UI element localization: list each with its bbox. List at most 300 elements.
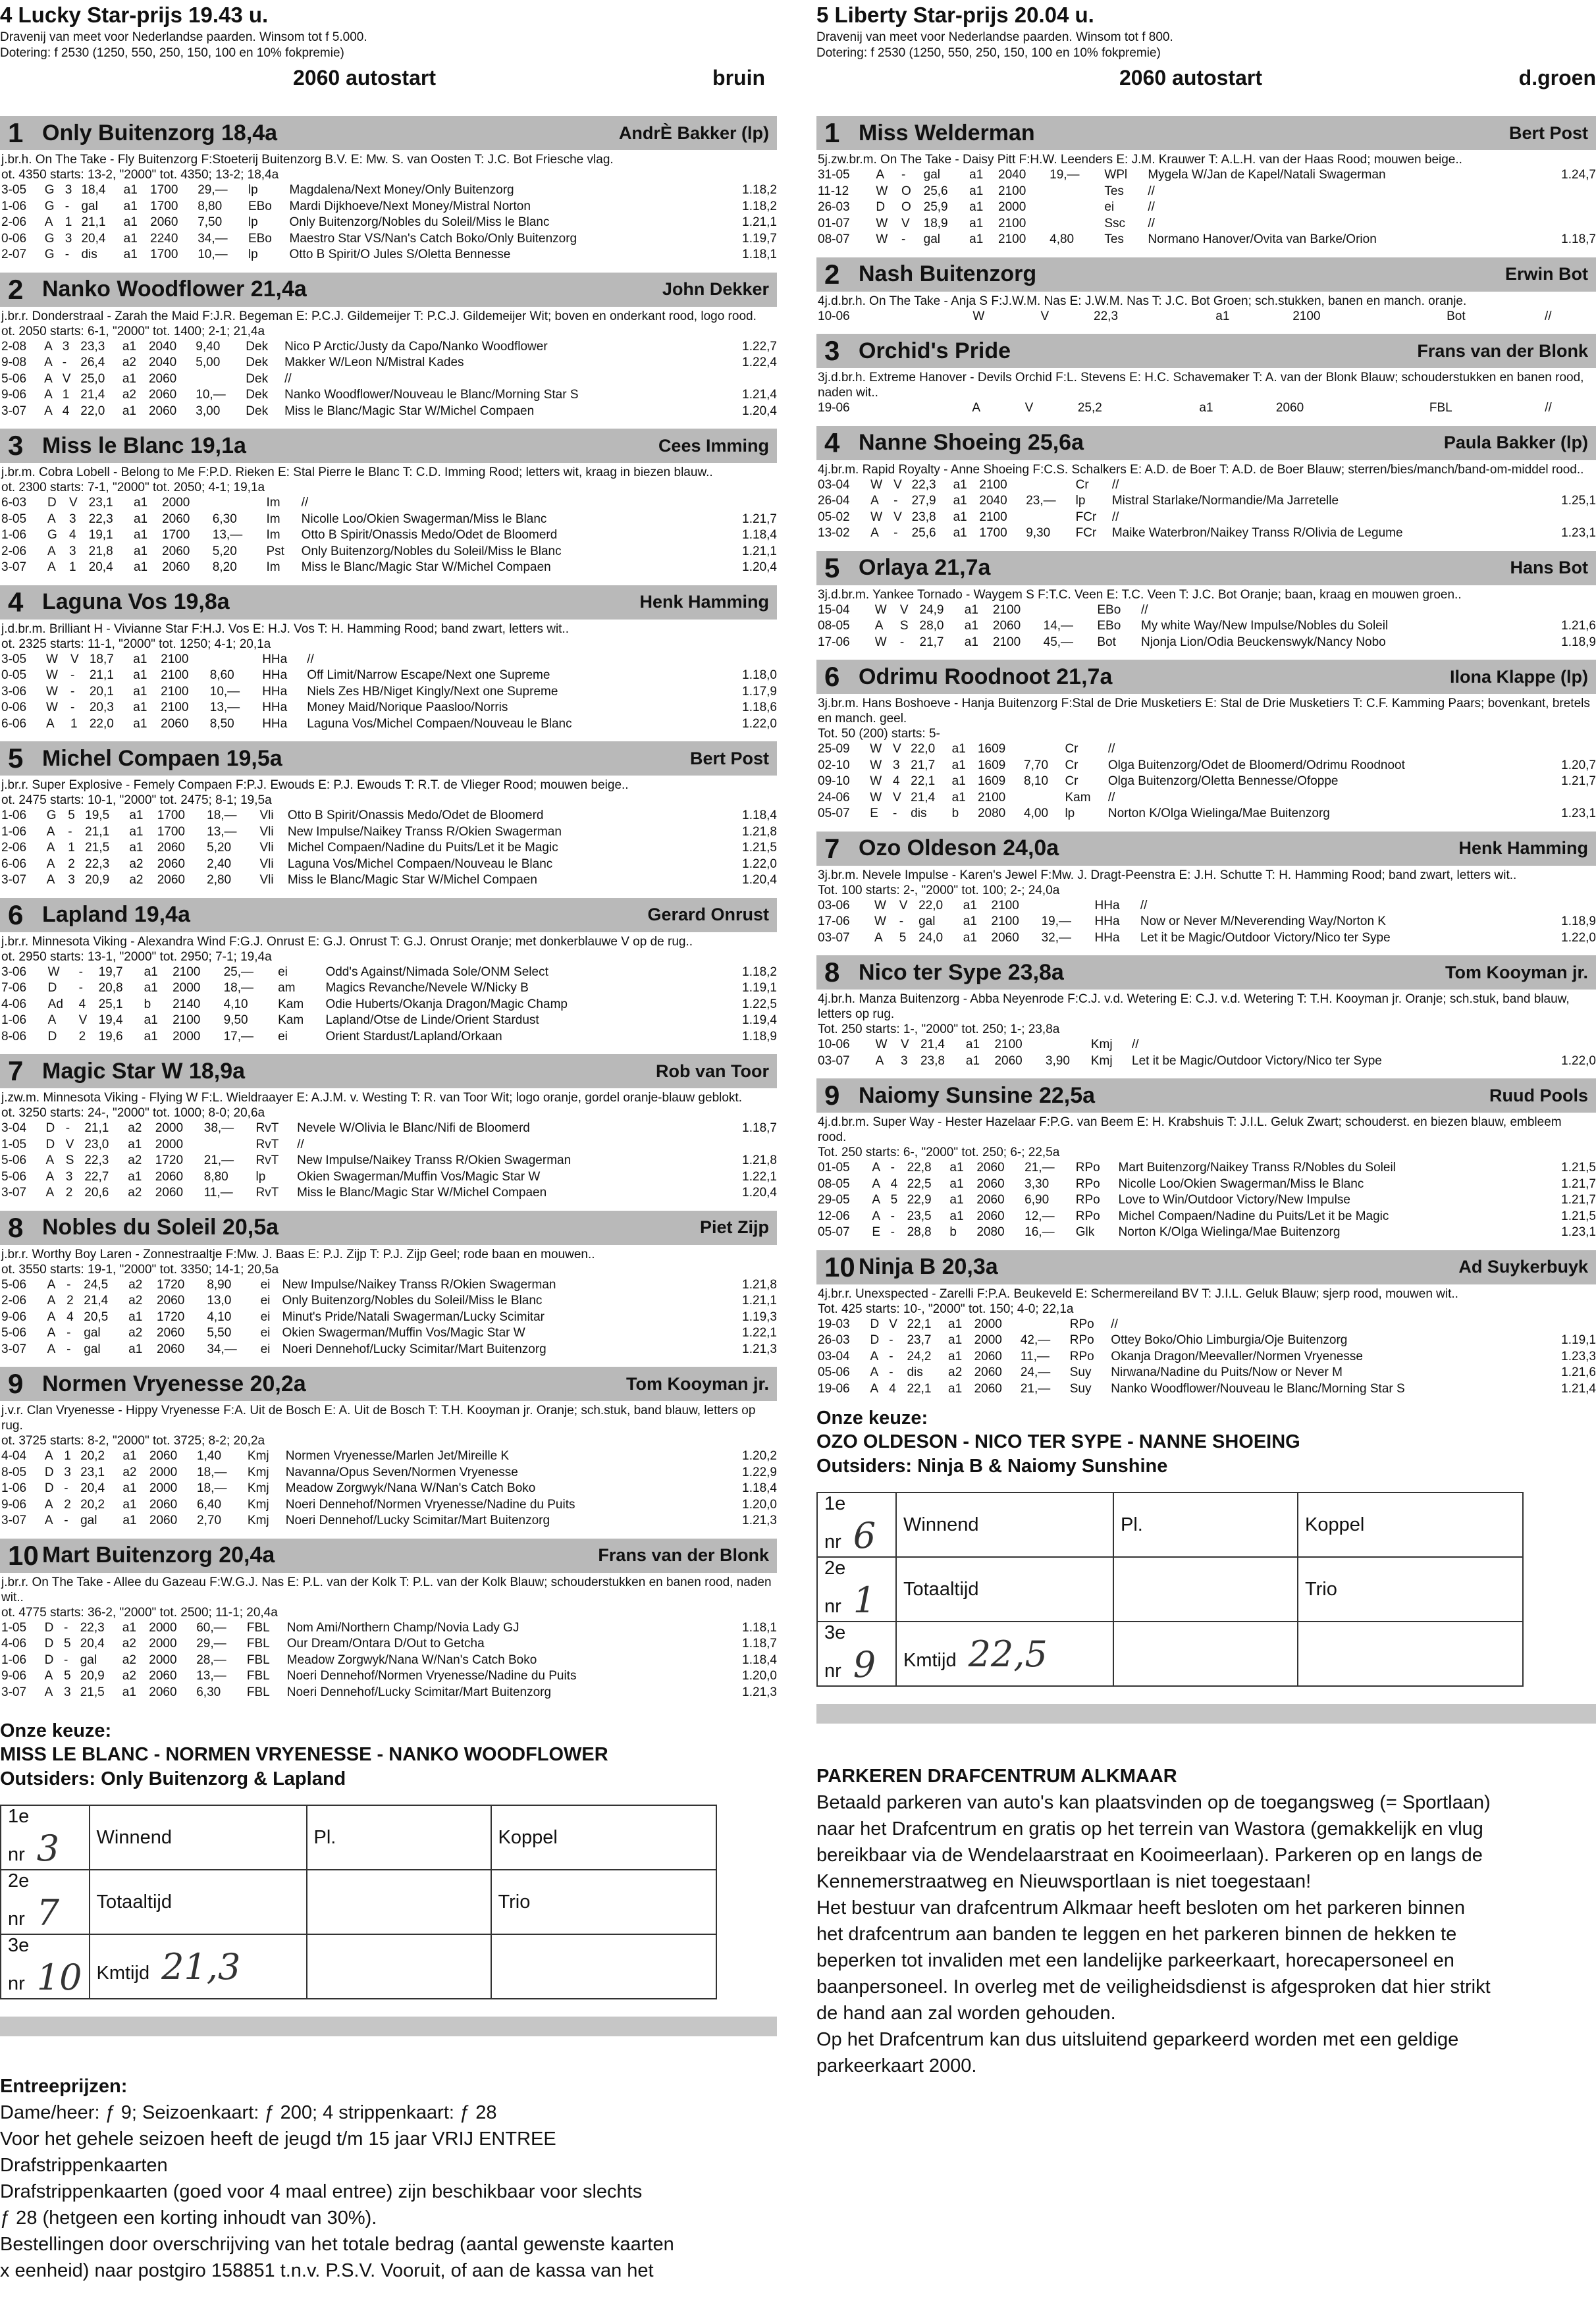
horse-statistics: Tot. 250 starts: 1-, "2000" tot. 250; 1-; 23,8a (818, 1022, 1060, 1036)
result-cell: A (47, 1309, 56, 1324)
result-cell: 2060 (149, 1685, 177, 1699)
result-cell: Lapland/Otse de Linde/Orient Stardust (325, 1013, 539, 1027)
result-cell: Okien Swagerman/Muffin Vos/Magic Star W (297, 1169, 541, 1184)
result-cell: a1 (144, 981, 158, 995)
result-cell: 21,1 (89, 668, 114, 682)
result-cell: a1 (953, 526, 967, 540)
entry-list (0, 116, 777, 1701)
result-cell: 2060 (157, 1294, 185, 1308)
result-cell: 01-05 (818, 1161, 850, 1175)
previous-results (816, 477, 1596, 542)
result-cell: 1.21,8 (742, 1153, 777, 1167)
result-cell: Kmj (247, 1497, 269, 1512)
result-cell: 1.18,4 (742, 528, 777, 542)
result-row (816, 184, 1596, 200)
result-cell: RPo (1075, 1161, 1100, 1175)
start-number: 9 (8, 1368, 24, 1399)
horse-entry (816, 832, 1596, 947)
result-row (816, 602, 1596, 619)
info-line: ƒ 28 (hetgeen een korting inhoudt van 30%). (0, 2207, 377, 2229)
driver-name: Tom Kooyman jr. (625, 1373, 769, 1394)
result-cell: A (972, 401, 981, 415)
result-cell: A (872, 1176, 881, 1191)
result-cell: 1.21,7 (1561, 1193, 1596, 1207)
result-cell: 3-07 (1, 1186, 27, 1200)
result-cell: 2100 (991, 898, 1019, 912)
result-cell: 3 (64, 1685, 71, 1699)
horse-entry (0, 585, 777, 733)
result-cell (1048, 184, 1103, 200)
bet-label: 3e nr (824, 1622, 846, 1681)
result-cell: 1.22,0 (1561, 1053, 1596, 1068)
result-cell: a2 (128, 1186, 142, 1200)
horse-description: 3j.br.m. Hans Boshoeve - Hanja Buitenzorg F:Stal de Drie Musketiers E: Stal de Drie Musketiers T: C.F. Kamming Paars; bovenkant, bretels en manch. geel. (818, 697, 1590, 726)
result-cell: V (893, 477, 902, 492)
result-cell: 10,— (198, 248, 228, 261)
result-cell (1537, 199, 1596, 216)
result-cell: 03-06 (818, 898, 850, 912)
previous-results (816, 400, 1596, 417)
result-cell: New Impulse/Naikey Transs R/Okien Swagerman (297, 1153, 572, 1167)
driver-name: Bert Post (1508, 122, 1588, 143)
result-row (816, 930, 1596, 947)
result-cell: 6,30 (196, 1685, 221, 1699)
result-cell: 1.20,4 (742, 404, 777, 418)
start-number: 9 (824, 1080, 840, 1111)
result-cell: 9-08 (1, 356, 27, 369)
result-cell: 2040 (148, 356, 177, 369)
result-cell: 20,3 (89, 700, 114, 714)
horse-description: j.br.r. Donderstraal - Zarah the Maid F:J.R. Begeman E: P.C.J. Gildemeijer T: P.C.J. Gildemeijer Wit; boven en onderkant rood, logo rood. (1, 309, 757, 323)
result-row (816, 1037, 1596, 1053)
result-cell: Vli (259, 873, 274, 887)
entry-header-bar (0, 1539, 777, 1573)
result-cell: 2060 (162, 560, 190, 574)
result-cell (1543, 477, 1596, 494)
result-cell: 08-07 (818, 232, 850, 246)
result-cell: 3-05 (1, 652, 27, 666)
result-cell: a1 (969, 200, 984, 214)
bet-label: Trio (1298, 1557, 1523, 1622)
entry-header-bar (816, 334, 1596, 368)
result-row (0, 1497, 777, 1514)
result-cell: Tes (1104, 184, 1124, 198)
parking-line: naar het Drafcentrum en gratis op het terrein van Wastora (gemakkelijk en vlug (816, 1818, 1483, 1839)
entry-header-bar (816, 1078, 1596, 1113)
result-row (0, 1685, 777, 1701)
result-cell: 1.20,2 (742, 1449, 777, 1463)
result-cell: A (872, 1193, 881, 1207)
result-cell: a1 (128, 1342, 143, 1356)
result-cell: D (45, 1137, 55, 1151)
result-cell: 2060 (157, 1326, 185, 1340)
result-cell: 1.22,0 (742, 857, 777, 871)
result-cell: a1 (963, 914, 977, 928)
bet-cell-empty (1298, 1622, 1523, 1686)
horse-entry (0, 429, 777, 576)
result-cell: 19,7 (98, 965, 123, 979)
horse-name: Odrimu Roodnoot 21,7a (859, 664, 1113, 689)
result-cell: 3-07 (1, 1685, 27, 1699)
result-cell: 19-03 (818, 1317, 850, 1331)
result-row (0, 231, 777, 248)
result-cell: 2060 (157, 857, 185, 871)
horse-statistics: ot. 3725 starts: 8-2, "2000" tot. 3725; 8-2; 20,2a (1, 1434, 265, 1448)
result-cell: 02-10 (818, 758, 850, 772)
result-cell: V (901, 216, 910, 230)
horse-name: Ozo Oldeson 24,0a (859, 835, 1059, 860)
result-cell: V (1024, 401, 1034, 415)
result-cell: 1.19,4 (742, 1013, 777, 1027)
start-number: 8 (824, 957, 840, 988)
bet-row (1, 1870, 716, 1934)
result-cell: 4-06 (1, 997, 27, 1011)
result-cell (1543, 1317, 1596, 1333)
driver-name: Piet Zijp (699, 1217, 769, 1237)
parking-title: PARKEREN DRAFCENTRUM ALKMAAR (816, 1766, 1177, 1787)
start-number: 1 (8, 117, 24, 148)
result-cell: 1.20,4 (742, 873, 777, 887)
result-cell: 1.18,4 (742, 1481, 777, 1495)
result-cell: 22,0 (918, 898, 944, 912)
horse-entry (816, 334, 1596, 417)
result-cell: W (876, 216, 888, 230)
result-cell: 4 (893, 774, 900, 788)
result-cell: 24-06 (818, 790, 850, 805)
result-cell: 2060 (155, 1169, 184, 1184)
result-cell: a1 (133, 668, 147, 682)
result-cell: 21,4 (80, 388, 105, 402)
result-cell: ei (260, 1277, 271, 1292)
result-cell: 2060 (149, 1497, 178, 1512)
result-cell: Im (266, 496, 280, 510)
result-cell: a1 (133, 652, 147, 666)
horse-statistics: ot. 3550 starts: 19-1, "2000" tot. 3350; 14-1; 20,5a (1, 1262, 279, 1277)
horse-statistics: Tot. 425 starts: 10-, "2000" tot. 150; 4-0; 22,1a (818, 1302, 1074, 1316)
result-cell: A (874, 930, 883, 945)
result-cell: 03-04 (818, 1349, 850, 1363)
result-cell: 3,30 (1024, 1176, 1050, 1191)
result-row (816, 898, 1596, 914)
result-cell: 1.18,4 (742, 808, 777, 822)
result-cell: ei (260, 1294, 271, 1308)
handwritten-pick: 6 (853, 1515, 876, 1556)
horse-name: Orchid's Pride (859, 338, 1011, 363)
result-cell: 9-06 (1, 388, 27, 402)
result-cell: 3-05 (1, 183, 27, 197)
result-cell: 2100 (161, 700, 189, 714)
horse-entry (0, 741, 777, 889)
result-cell: a1 (953, 494, 967, 508)
result-cell: 5,20 (212, 544, 237, 558)
entry-header-bar (816, 955, 1596, 990)
result-cell: 22,3 (88, 512, 113, 526)
result-cell: D (870, 1317, 880, 1331)
our-choice (0, 1719, 777, 1791)
result-cell: Meadow Zorgwyk/Nana W/Nan's Catch Boko (286, 1652, 537, 1667)
result-cell: Kmj (247, 1481, 269, 1495)
horse-description: 4j.br.r. Unexspected - Zarelli F:P.A. Beukeveld E: Schermereiland BV T: J.I.L. Geluk Blauw; sjerp rood, mouwen wit.. (818, 1286, 1458, 1301)
result-cell: G (44, 199, 55, 213)
result-cell: My white Way/New Impulse/Nobles du Soleil (1140, 619, 1389, 633)
result-cell: 25,6 (911, 526, 936, 540)
result-cell: E (870, 806, 878, 820)
result-cell: RvT (255, 1186, 279, 1200)
result-row (816, 790, 1596, 806)
previous-results (816, 1160, 1596, 1241)
result-cell: 1.18,1 (742, 248, 777, 261)
result-cell: 2 (68, 857, 75, 871)
horse-name: Mart Buitenzorg 20,4a (42, 1543, 275, 1568)
driver-name: Ilona Klappe (lp) (1449, 666, 1588, 687)
entry-header-bar (0, 273, 777, 307)
result-cell: 21,4 (920, 1038, 945, 1051)
result-cell: 18,— (207, 808, 237, 822)
result-cell (1411, 400, 1428, 417)
result-cell: 25,2 (1077, 401, 1102, 415)
result-cell: // (1148, 216, 1155, 230)
result-cell: a1 (122, 371, 136, 386)
result-cell: lp (248, 215, 258, 229)
bet-row (817, 1557, 1523, 1622)
result-cell: dis (911, 806, 927, 820)
result-cell: 2-07 (1, 248, 27, 261)
result-cell: 19,— (1050, 168, 1080, 182)
result-row (0, 857, 777, 873)
result-cell: 1.20,4 (742, 1186, 777, 1200)
result-cell: 1700 (150, 248, 178, 261)
result-cell: Magics Revanche/Nevele W/Nicky B (325, 981, 529, 995)
result-cell: 2080 (976, 1225, 1005, 1239)
result-cell: 4,80 (1050, 232, 1075, 246)
result-cell: 26-03 (818, 1333, 850, 1347)
horse-description: 3j.d.br.h. Extreme Hanover - Devils Orchid F:L. Stevens E: H.C. Schavemaker T: A. van der Blonk Blauw; schouderstukken en banen rood, naden wit.. (818, 371, 1584, 400)
result-cell (720, 495, 777, 512)
result-cell: - (66, 1326, 71, 1340)
result-cell: - (893, 494, 898, 508)
handwritten-pick: 9 (853, 1644, 876, 1685)
result-cell (209, 652, 261, 668)
result-cell: - (70, 684, 75, 699)
result-cell: 1700 (150, 199, 178, 213)
result-cell: 2040 (998, 168, 1026, 182)
result-cell: lp (248, 248, 258, 261)
result-cell: D (876, 200, 886, 214)
result-cell: 2100 (161, 652, 189, 666)
result-cell: a1 (965, 1038, 980, 1051)
result-cell: D (44, 1620, 54, 1635)
parking-line: Kennemerstraatweg en Nieuwsportlaan is niet toegestaan! (816, 1871, 1312, 1892)
result-cell: Cr (1065, 742, 1078, 756)
result-cell: Dek (246, 356, 269, 369)
result-cell: 05-07 (818, 1225, 850, 1239)
result-cell: 28,8 (907, 1225, 932, 1239)
driver-name: AndrÈ Bakker (lp) (618, 122, 769, 143)
result-cell: 17,— (223, 1029, 254, 1044)
result-cell: - (68, 824, 72, 839)
result-cell: 2000 (149, 1620, 177, 1635)
result-cell: 1.21,3 (742, 1514, 777, 1527)
result-cell: a1 (964, 602, 978, 617)
result-cell: D (47, 1029, 57, 1044)
result-cell: 5 (68, 808, 75, 822)
result-cell: 24,0 (918, 930, 944, 945)
result-cell (211, 495, 265, 512)
previous-results (0, 808, 777, 889)
result-cell: Cr (1065, 758, 1078, 772)
result-cell: 03-07 (818, 930, 850, 945)
horse-statistics: ot. 2050 starts: 6-1, "2000" tot. 1400; 2-1; 21,4a (1, 324, 265, 338)
result-cell: 21,5 (80, 1685, 105, 1699)
result-cell: RPo (1075, 1193, 1100, 1207)
horse-name: Naiomy Sunsine 22,5a (859, 1082, 1096, 1108)
result-cell: 10,— (209, 684, 240, 699)
result-cell: 1.23,3 (1561, 1349, 1596, 1363)
result-cell: Otto B Spirit/Onassis Medo/Odet de Bloomerd (287, 808, 544, 822)
result-cell: // (297, 1137, 304, 1151)
result-cell (1543, 510, 1596, 526)
result-cell: a1 (122, 1481, 137, 1495)
result-row (816, 1192, 1596, 1209)
result-cell: 2000 (155, 1121, 184, 1135)
horse-entry (0, 1539, 777, 1701)
result-cell: a1 (948, 1333, 963, 1347)
result-cell: - (890, 1161, 895, 1175)
result-cell (1543, 790, 1596, 806)
result-row (0, 1513, 777, 1529)
choice-value: MISS LE BLANC - NORMEN VRYENESSE - NANKO WOODFLOWER (0, 1744, 608, 1765)
result-row (816, 1365, 1596, 1381)
result-cell: 1.23,1 (1561, 1225, 1596, 1239)
result-cell: 10-06 (818, 309, 850, 323)
result-cell: a1 (122, 1514, 137, 1527)
result-cell: RPo (1069, 1333, 1094, 1347)
result-cell: 9,40 (196, 339, 221, 354)
result-cell: W (972, 309, 985, 323)
parking-line: Het bestuur van drafcentrum Alkmaar heeft besloten om het parkeren binnen (816, 1897, 1465, 1918)
race-prize-money: Dotering: f 2530 (1250, 550, 250, 150, 100 en 10% fokpremie) (0, 46, 344, 60)
result-cell: 25,6 (923, 184, 948, 198)
result-cell: Noeri Dennehof/Lucky Scimitar/Mart Buitenzorg (282, 1342, 546, 1356)
result-cell: 26,4 (80, 356, 105, 369)
entry-header-bar (0, 1054, 777, 1088)
result-cell: a1 (129, 808, 144, 822)
result-cell (203, 1137, 255, 1153)
result-cell: Olga Buitenzorg/Oletta Bennesse/Ofoppe (1107, 774, 1339, 788)
result-cell: 2100 (994, 1038, 1023, 1051)
horse-description: 4j.d.br.h. On The Take - Anja S F:J.W.M. Nas E: J.W.M. Nas T: J.C. Bot Groen; sch.stukken, banen en manch. oranje. (818, 294, 1467, 308)
result-cell: Miss le Blanc/Magic Star W/Michel Compaen (301, 560, 551, 574)
horse-name: Lapland 19,4a (42, 902, 190, 927)
result-row (816, 1225, 1596, 1241)
result-cell: a1 (951, 742, 966, 756)
result-cell: Normano Hanover/Ovita van Barke/Orion (1148, 232, 1377, 246)
our-choice (816, 1406, 1596, 1479)
result-cell: 2060 (162, 512, 190, 526)
result-cell: 17-06 (818, 914, 850, 928)
horse-entry (816, 1078, 1596, 1241)
result-cell: a1 (969, 184, 984, 198)
result-cell: 1.21,6 (1561, 619, 1596, 633)
result-cell: ei (1104, 200, 1115, 214)
result-cell: 1.21,4 (1561, 1381, 1596, 1396)
result-cell: 1.21,5 (1561, 1209, 1596, 1223)
result-cell: - (70, 700, 75, 714)
result-cell: A (47, 544, 56, 558)
result-cell: 26-04 (818, 494, 850, 508)
result-cell: A (44, 339, 53, 354)
result-cell: 4 (62, 404, 70, 418)
result-cell: 10-06 (818, 1038, 850, 1051)
result-cell: gal (923, 168, 940, 182)
result-cell: A (46, 857, 55, 871)
result-cell: Only Buitenzorg/Nobles du Soleil/Miss le Blanc (282, 1294, 543, 1308)
result-cell: 2060 (149, 1669, 177, 1683)
result-cell: a2 (122, 388, 136, 402)
horse-entry (816, 660, 1596, 822)
bet-cell-empty (491, 1934, 716, 1999)
result-cell: HHa (262, 716, 288, 731)
horse-statistics: ot. 2325 starts: 11-1, "2000" tot. 1250; 4-1; 20,1a (1, 637, 271, 651)
parking-info (816, 1763, 1596, 2079)
result-row (816, 400, 1596, 417)
result-row (0, 371, 777, 388)
result-cell: A (870, 1349, 879, 1363)
result-cell: 1.21,3 (742, 1685, 777, 1699)
bet-form (816, 1492, 1524, 1687)
result-cell: 1-05 (1, 1620, 27, 1635)
result-cell: Nico P Arctic/Justy da Capo/Nanko Woodflower (284, 339, 548, 354)
result-cell: 2 (78, 1029, 86, 1044)
result-cell: 9,50 (223, 1013, 248, 1027)
result-cell: am (278, 981, 296, 995)
result-cell: 4 (889, 1381, 896, 1396)
result-cell: // (307, 652, 314, 666)
result-cell: 3 (65, 183, 72, 197)
result-cell: 1-05 (1, 1137, 27, 1151)
result-cell: dis (81, 248, 97, 261)
result-cell: FBL (246, 1669, 270, 1683)
result-row (0, 1620, 777, 1637)
result-cell: D (44, 1465, 54, 1479)
result-cell: Tes (1104, 232, 1124, 246)
result-cell: 4 (890, 1176, 898, 1191)
result-cell: A (46, 873, 55, 887)
result-cell: A (44, 1514, 53, 1527)
result-cell: 1 (68, 560, 76, 574)
result-cell: 21,— (1020, 1381, 1051, 1396)
result-cell: 2060 (150, 215, 178, 229)
result-cell: 4-04 (1, 1449, 27, 1463)
result-cell: RPo (1069, 1349, 1094, 1363)
parking-line: beperken tot invaliden met een landelijke parkeerkaart, horecapersoneel en (816, 1950, 1454, 1971)
result-cell: 2240 (150, 231, 178, 246)
result-cell: EBo (248, 231, 272, 246)
result-cell: Miss le Blanc/Magic Star W/Michel Compaen (297, 1186, 547, 1200)
result-cell: 2060 (976, 1176, 1005, 1191)
result-cell: 1-06 (1, 1652, 27, 1667)
result-cell: 1.22,1 (742, 1326, 777, 1340)
result-cell: b (144, 997, 151, 1011)
result-cell: FBL (1429, 401, 1452, 415)
result-cell: HHa (262, 668, 288, 682)
previous-results (0, 1448, 777, 1529)
result-cell: 2060 (992, 619, 1021, 633)
result-cell: W (46, 668, 58, 682)
result-cell: V (899, 602, 909, 617)
result-cell: 60,— (196, 1620, 226, 1635)
info-line: Drafstrippenkaarten (goed voor 4 maal entree) zijn beschikbaar voor slechts (0, 2181, 643, 2202)
